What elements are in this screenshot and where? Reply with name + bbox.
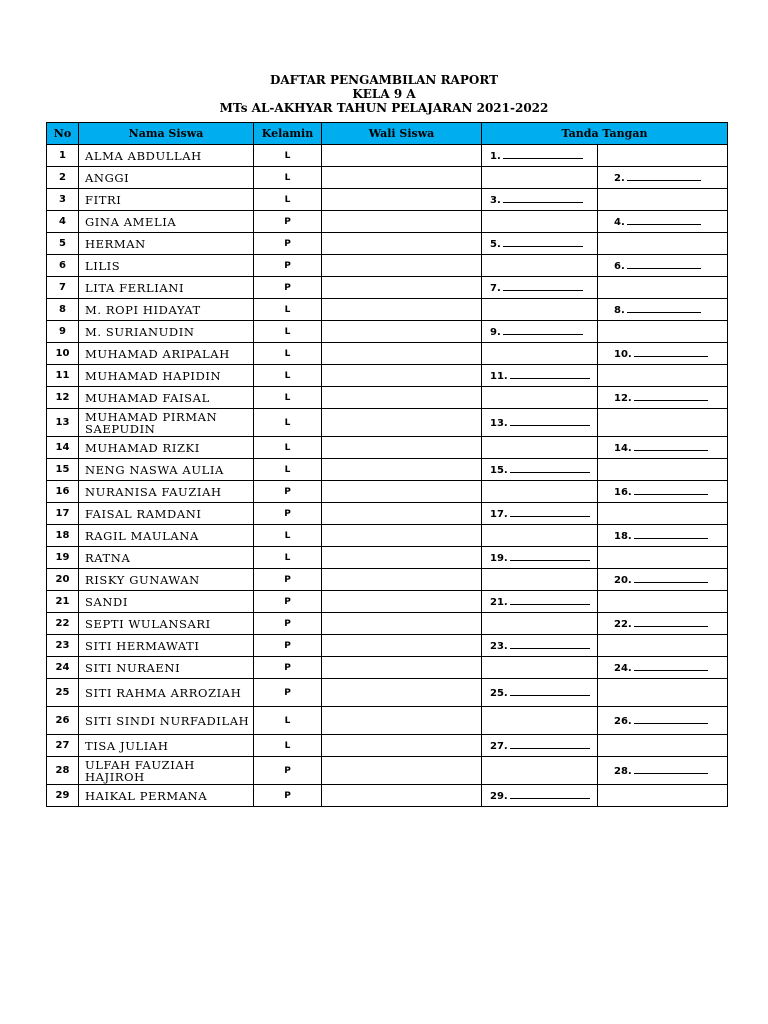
document-title: DAFTAR PENGAMBILAN RAPORT [269,73,499,87]
gender-code: L [254,437,322,459]
signature-left [482,591,598,613]
student-name: MUHAMAD RIZKI [79,437,254,459]
gender-code: L [254,459,322,481]
gender-code: P [254,785,322,807]
signature-right [598,735,728,757]
table-row [47,277,728,299]
signature-line[interactable] [627,259,701,269]
student-name: SITI NURAENI [79,657,254,679]
guardian-name [322,321,482,343]
signature-line[interactable] [510,507,590,517]
table-row [47,321,728,343]
table-row [47,591,728,613]
guardian-name [322,233,482,255]
signature-right [598,657,728,679]
gender-code: L [254,321,322,343]
signature-left [482,189,598,211]
signature-left [482,255,598,277]
signature-right [598,211,728,233]
gender-code: P [254,569,322,591]
student-name: NENG NASWA AULIA [79,459,254,481]
student-name: SITI RAHMA ARROZIAH [79,679,254,707]
signature-left [482,525,598,547]
signature-right [598,145,728,167]
table-row [47,569,728,591]
signature-number: 11. [490,371,508,382]
signature-line[interactable] [503,325,583,335]
signature-left [482,321,598,343]
row-number: 20 [47,569,79,591]
row-number: 10 [47,343,79,365]
signature-number: 1. [490,151,501,162]
header-guardian: Wali Siswa [322,123,482,145]
table-row [47,503,728,525]
table-row [47,299,728,321]
signature-right [598,591,728,613]
signature-line[interactable] [503,281,583,291]
signature-right [598,707,728,735]
table-row [47,437,728,459]
guardian-name [322,591,482,613]
table-row [47,735,728,757]
signature-line[interactable] [510,463,590,473]
signature-line[interactable] [510,789,590,799]
table-row [47,679,728,707]
signature-number: 7. [490,283,501,294]
signature-right [598,365,728,387]
guardian-name [322,365,482,387]
guardian-name [322,481,482,503]
row-number: 5 [47,233,79,255]
signature-line[interactable] [634,485,708,495]
signature-number: 6. [614,261,625,272]
student-name: HERMAN [79,233,254,255]
table-row [47,785,728,807]
student-name: SANDI [79,591,254,613]
row-number: 4 [47,211,79,233]
signature-number: 14. [614,443,632,454]
row-number: 8 [47,299,79,321]
signature-number: 9. [490,327,501,338]
student-name: ANGGI [79,167,254,189]
table-row [47,481,728,503]
signature-line[interactable] [634,764,708,774]
student-name: NURANISA FAUZIAH [79,481,254,503]
student-name: RATNA [79,547,254,569]
gender-code: L [254,547,322,569]
gender-code: P [254,591,322,613]
signature-number: 4. [614,217,625,228]
signature-left [482,757,598,785]
signature-right [598,387,728,409]
signature-number: 5. [490,239,501,250]
guardian-name [322,735,482,757]
table-row [47,255,728,277]
guardian-name [322,189,482,211]
gender-code: L [254,365,322,387]
signature-line[interactable] [634,529,708,539]
signature-right [598,437,728,459]
row-number: 19 [47,547,79,569]
row-number: 14 [47,437,79,459]
report-pickup-table [46,122,728,807]
gender-code: P [254,635,322,657]
signature-left [482,785,598,807]
table-row [47,145,728,167]
student-name: MUHAMAD PIRMAN SAEPUDIN [79,409,254,437]
row-number: 17 [47,503,79,525]
signature-number: 12. [614,393,632,404]
guardian-name [322,613,482,635]
student-name: FAISAL RAMDANI [79,503,254,525]
signature-right [598,525,728,547]
signature-right [598,343,728,365]
signature-line[interactable] [503,193,583,203]
signature-left [482,481,598,503]
signature-number: 21. [490,597,508,608]
table-row [47,233,728,255]
guardian-name [322,679,482,707]
signature-line[interactable] [634,714,708,724]
signature-line[interactable] [634,573,708,583]
signature-number: 18. [614,531,632,542]
guardian-name [322,707,482,735]
signature-number: 17. [490,509,508,520]
signature-number: 28. [614,766,632,777]
table-row [47,525,728,547]
signature-left [482,343,598,365]
row-number: 29 [47,785,79,807]
signature-left [482,437,598,459]
student-name: SITI HERMAWATI [79,635,254,657]
signature-right [598,481,728,503]
row-number: 21 [47,591,79,613]
gender-code: P [254,613,322,635]
row-number: 3 [47,189,79,211]
guardian-name [322,387,482,409]
header-sex: Kelamin [254,123,322,145]
guardian-name [322,657,482,679]
student-name: TISA JULIAH [79,735,254,757]
signature-left [482,735,598,757]
table-row [47,657,728,679]
signature-number: 10. [614,349,632,360]
signature-left [482,635,598,657]
gender-code: L [254,145,322,167]
gender-code: P [254,503,322,525]
signature-number: 8. [614,305,625,316]
row-number: 7 [47,277,79,299]
row-number: 2 [47,167,79,189]
signature-right [598,503,728,525]
student-name: M. SURIANUDIN [79,321,254,343]
signature-right [598,757,728,785]
row-number: 9 [47,321,79,343]
guardian-name [322,569,482,591]
signature-line[interactable] [634,391,708,401]
row-number: 27 [47,735,79,757]
student-name: M. ROPI HIDAYAT [79,299,254,321]
student-name: SEPTI WULANSARI [79,613,254,635]
guardian-name [322,757,482,785]
table-row [47,365,728,387]
signature-number: 2. [614,173,625,184]
signature-left [482,211,598,233]
student-name: RISKY GUNAWAN [79,569,254,591]
signature-number: 22. [614,619,632,630]
signature-number: 29. [490,791,508,802]
student-name: MUHAMAD HAPIDIN [79,365,254,387]
signature-line[interactable] [627,303,701,313]
student-name: LITA FERLIANI [79,277,254,299]
gender-code: L [254,735,322,757]
guardian-name [322,145,482,167]
row-number: 24 [47,657,79,679]
table-row [47,459,728,481]
row-number: 12 [47,387,79,409]
student-name: GINA AMELIA [79,211,254,233]
signature-line[interactable] [510,739,590,749]
signature-left [482,145,598,167]
signature-line[interactable] [634,441,708,451]
student-name: LILIS [79,255,254,277]
guardian-name [322,459,482,481]
header-no: No [47,123,79,145]
student-name: RAGIL MAULANA [79,525,254,547]
signature-right [598,299,728,321]
guardian-name [322,525,482,547]
signature-number: 23. [490,641,508,652]
signature-left [482,233,598,255]
signature-number: 13. [490,418,508,429]
school-year-title: MTs AL-AKHYAR TAHUN PELAJARAN 2021-2022 [219,101,549,115]
signature-left [482,459,598,481]
signature-left [482,503,598,525]
row-number: 6 [47,255,79,277]
student-name: ULFAH FAUZIAH HAJIROH [79,757,254,785]
signature-right [598,277,728,299]
table-row [47,167,728,189]
signature-number: 26. [614,716,632,727]
signature-number: 19. [490,553,508,564]
signature-line[interactable] [627,171,701,181]
guardian-name [322,277,482,299]
header-name: Nama Siswa [79,123,254,145]
signature-line[interactable] [510,595,590,605]
gender-code: P [254,211,322,233]
signature-left [482,277,598,299]
signature-right [598,613,728,635]
signature-left [482,679,598,707]
table-row [47,757,728,785]
signature-line[interactable] [510,416,590,426]
signature-right [598,233,728,255]
guardian-name [322,167,482,189]
row-number: 11 [47,365,79,387]
signature-left [482,547,598,569]
signature-number: 24. [614,663,632,674]
signature-right [598,785,728,807]
signature-number: 27. [490,741,508,752]
table-row [47,387,728,409]
table-row [47,211,728,233]
student-name: HAIKAL PERMANA [79,785,254,807]
signature-right [598,459,728,481]
gender-code: P [254,255,322,277]
guardian-name [322,211,482,233]
table-header-row [47,123,728,145]
signature-right [598,679,728,707]
signature-right [598,409,728,437]
signature-right [598,321,728,343]
student-name: SITI SINDI NURFADILAH [79,707,254,735]
row-number: 25 [47,679,79,707]
row-number: 23 [47,635,79,657]
signature-left [482,387,598,409]
header-signature: Tanda Tangan [482,123,728,145]
table-row [47,409,728,437]
signature-number: 16. [614,487,632,498]
signature-line[interactable] [634,347,708,357]
table-row [47,343,728,365]
guardian-name [322,503,482,525]
gender-code: L [254,409,322,437]
signature-right [598,547,728,569]
signature-number: 15. [490,465,508,476]
signature-line[interactable] [510,551,590,561]
gender-code: P [254,679,322,707]
signature-left [482,299,598,321]
student-name: MUHAMAD FAISAL [79,387,254,409]
row-number: 1 [47,145,79,167]
gender-code: L [254,299,322,321]
table-row [47,635,728,657]
signature-left [482,569,598,591]
guardian-name [322,255,482,277]
signature-right [598,255,728,277]
signature-left [482,657,598,679]
signature-line[interactable] [503,149,583,159]
gender-code: L [254,343,322,365]
guardian-name [322,635,482,657]
table-row [47,707,728,735]
signature-line[interactable] [510,369,590,379]
gender-code: P [254,481,322,503]
row-number: 13 [47,409,79,437]
signature-left [482,707,598,735]
table-row [47,189,728,211]
gender-code: P [254,233,322,255]
signature-line[interactable] [634,617,708,627]
gender-code: L [254,387,322,409]
guardian-name [322,299,482,321]
row-number: 16 [47,481,79,503]
signature-line[interactable] [510,686,590,696]
table-body [47,145,728,807]
signature-right [598,189,728,211]
row-number: 28 [47,757,79,785]
table-row [47,547,728,569]
signature-line[interactable] [510,639,590,649]
guardian-name [322,785,482,807]
signature-line[interactable] [503,237,583,247]
row-number: 22 [47,613,79,635]
signature-left [482,365,598,387]
signature-right [598,635,728,657]
signature-left [482,613,598,635]
signature-number: 3. [490,195,501,206]
gender-code: L [254,525,322,547]
signature-left [482,167,598,189]
guardian-name [322,409,482,437]
signature-left [482,409,598,437]
gender-code: P [254,757,322,785]
gender-code: P [254,277,322,299]
guardian-name [322,437,482,459]
signature-number: 20. [614,575,632,586]
gender-code: P [254,657,322,679]
table-row [47,613,728,635]
guardian-name [322,547,482,569]
row-number: 26 [47,707,79,735]
class-title: KELA 9 A [352,87,416,101]
student-name: MUHAMAD ARIPALAH [79,343,254,365]
signature-right [598,167,728,189]
signature-number: 25. [490,688,508,699]
signature-right [598,569,728,591]
signature-line[interactable] [634,661,708,671]
row-number: 18 [47,525,79,547]
row-number: 15 [47,459,79,481]
signature-line[interactable] [627,215,701,225]
student-name: ALMA ABDULLAH [79,145,254,167]
student-name: FITRI [79,189,254,211]
guardian-name [322,343,482,365]
gender-code: L [254,167,322,189]
gender-code: L [254,189,322,211]
gender-code: L [254,707,322,735]
